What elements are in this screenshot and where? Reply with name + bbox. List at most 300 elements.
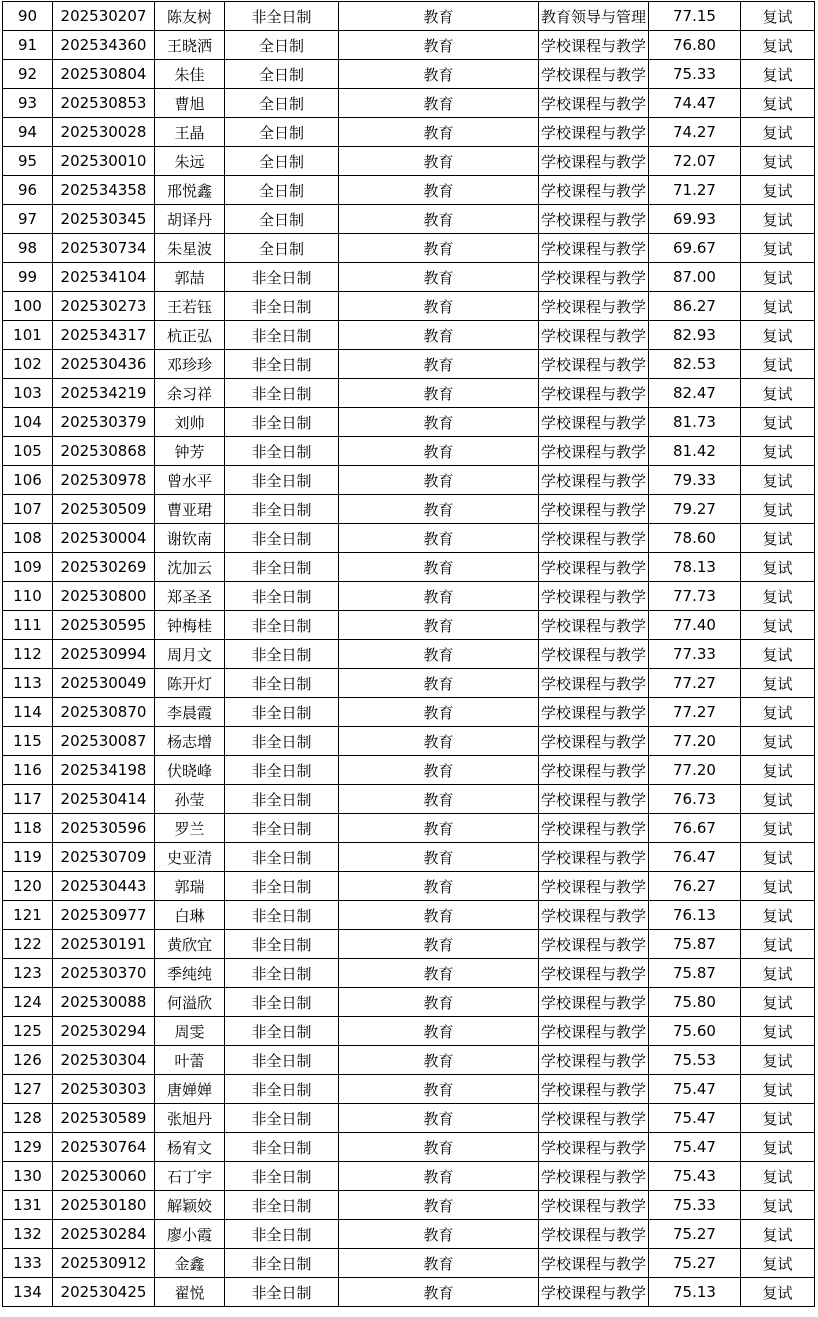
major-cell: 学校课程与教学 xyxy=(539,466,649,495)
table-row xyxy=(3,814,815,843)
major-cell: 学校课程与教学 xyxy=(539,988,649,1017)
status-cell: 复试 xyxy=(741,147,815,176)
name-cell: 王若钰 xyxy=(155,292,225,321)
name-cell: 郭瑞 xyxy=(155,872,225,901)
score-cell: 76.27 xyxy=(649,872,741,901)
score-cell: 82.93 xyxy=(649,321,741,350)
candidate-id-cell: 202530294 xyxy=(53,1017,155,1046)
row-index-cell: 111 xyxy=(3,611,53,640)
category-cell: 教育 xyxy=(339,814,539,843)
score-cell: 77.15 xyxy=(649,2,741,31)
candidate-id-cell: 202530049 xyxy=(53,669,155,698)
study-mode-cell: 非全日制 xyxy=(225,1220,339,1249)
status-cell: 复试 xyxy=(741,1278,815,1307)
score-cell: 75.60 xyxy=(649,1017,741,1046)
study-mode-cell: 全日制 xyxy=(225,118,339,147)
score-cell: 76.13 xyxy=(649,901,741,930)
name-cell: 余习祥 xyxy=(155,379,225,408)
status-cell: 复试 xyxy=(741,611,815,640)
major-cell: 学校课程与教学 xyxy=(539,872,649,901)
category-cell: 教育 xyxy=(339,263,539,292)
table-row xyxy=(3,1249,815,1278)
row-index-cell: 105 xyxy=(3,437,53,466)
status-cell: 复试 xyxy=(741,669,815,698)
major-cell: 学校课程与教学 xyxy=(539,524,649,553)
candidate-id-cell: 202530595 xyxy=(53,611,155,640)
score-cell: 82.53 xyxy=(649,350,741,379)
name-cell: 解颖姣 xyxy=(155,1191,225,1220)
score-cell: 78.60 xyxy=(649,524,741,553)
candidate-id-cell: 202530303 xyxy=(53,1075,155,1104)
category-cell: 教育 xyxy=(339,756,539,785)
name-cell: 陈友树 xyxy=(155,2,225,31)
candidate-id-cell: 202534360 xyxy=(53,31,155,60)
major-cell: 学校课程与教学 xyxy=(539,640,649,669)
score-cell: 81.42 xyxy=(649,437,741,466)
name-cell: 张旭丹 xyxy=(155,1104,225,1133)
study-mode-cell: 非全日制 xyxy=(225,698,339,727)
study-mode-cell: 非全日制 xyxy=(225,814,339,843)
name-cell: 杨宥文 xyxy=(155,1133,225,1162)
row-index-cell: 125 xyxy=(3,1017,53,1046)
score-cell: 75.27 xyxy=(649,1249,741,1278)
major-cell: 学校课程与教学 xyxy=(539,408,649,437)
table-row xyxy=(3,872,815,901)
table-row xyxy=(3,698,815,727)
score-cell: 76.80 xyxy=(649,31,741,60)
score-cell: 77.33 xyxy=(649,640,741,669)
major-cell: 学校课程与教学 xyxy=(539,234,649,263)
table-row xyxy=(3,959,815,988)
row-index-cell: 130 xyxy=(3,1162,53,1191)
table-row xyxy=(3,1162,815,1191)
score-cell: 75.47 xyxy=(649,1133,741,1162)
major-cell: 学校课程与教学 xyxy=(539,118,649,147)
table-row xyxy=(3,582,815,611)
category-cell: 教育 xyxy=(339,611,539,640)
name-cell: 胡译丹 xyxy=(155,205,225,234)
row-index-cell: 127 xyxy=(3,1075,53,1104)
category-cell: 教育 xyxy=(339,930,539,959)
name-cell: 唐婵婵 xyxy=(155,1075,225,1104)
candidate-id-cell: 202530028 xyxy=(53,118,155,147)
major-cell: 学校课程与教学 xyxy=(539,350,649,379)
major-cell: 学校课程与教学 xyxy=(539,959,649,988)
study-mode-cell: 非全日制 xyxy=(225,756,339,785)
name-cell: 杨志增 xyxy=(155,727,225,756)
row-index-cell: 133 xyxy=(3,1249,53,1278)
candidate-id-cell: 202530709 xyxy=(53,843,155,872)
status-cell: 复试 xyxy=(741,1220,815,1249)
study-mode-cell: 非全日制 xyxy=(225,2,339,31)
score-cell: 71.27 xyxy=(649,176,741,205)
major-cell: 学校课程与教学 xyxy=(539,495,649,524)
candidate-id-cell: 202530180 xyxy=(53,1191,155,1220)
row-index-cell: 98 xyxy=(3,234,53,263)
results-table-container xyxy=(2,1,815,1307)
table-row xyxy=(3,1191,815,1220)
status-cell: 复试 xyxy=(741,89,815,118)
study-mode-cell: 非全日制 xyxy=(225,495,339,524)
major-cell: 学校课程与教学 xyxy=(539,1191,649,1220)
category-cell: 教育 xyxy=(339,205,539,234)
candidate-id-cell: 202530436 xyxy=(53,350,155,379)
score-cell: 75.87 xyxy=(649,959,741,988)
study-mode-cell: 非全日制 xyxy=(225,872,339,901)
row-index-cell: 100 xyxy=(3,292,53,321)
category-cell: 教育 xyxy=(339,872,539,901)
study-mode-cell: 非全日制 xyxy=(225,1017,339,1046)
major-cell: 学校课程与教学 xyxy=(539,60,649,89)
category-cell: 教育 xyxy=(339,1017,539,1046)
study-mode-cell: 非全日制 xyxy=(225,582,339,611)
table-row xyxy=(3,640,815,669)
table-row xyxy=(3,901,815,930)
status-cell: 复试 xyxy=(741,321,815,350)
row-index-cell: 124 xyxy=(3,988,53,1017)
candidate-id-cell: 202534198 xyxy=(53,756,155,785)
status-cell: 复试 xyxy=(741,959,815,988)
candidate-id-cell: 202530087 xyxy=(53,727,155,756)
major-cell: 学校课程与教学 xyxy=(539,379,649,408)
status-cell: 复试 xyxy=(741,756,815,785)
row-index-cell: 104 xyxy=(3,408,53,437)
category-cell: 教育 xyxy=(339,321,539,350)
major-cell: 学校课程与教学 xyxy=(539,843,649,872)
name-cell: 李晨霞 xyxy=(155,698,225,727)
status-cell: 复试 xyxy=(741,205,815,234)
major-cell: 学校课程与教学 xyxy=(539,1162,649,1191)
table-row xyxy=(3,408,815,437)
table-row xyxy=(3,60,815,89)
study-mode-cell: 非全日制 xyxy=(225,1046,339,1075)
row-index-cell: 102 xyxy=(3,350,53,379)
table-row xyxy=(3,2,815,31)
candidate-id-cell: 202530425 xyxy=(53,1278,155,1307)
table-row xyxy=(3,785,815,814)
score-cell: 76.67 xyxy=(649,814,741,843)
score-cell: 77.20 xyxy=(649,756,741,785)
status-cell: 复试 xyxy=(741,379,815,408)
candidate-id-cell: 202534219 xyxy=(53,379,155,408)
major-cell: 学校课程与教学 xyxy=(539,176,649,205)
row-index-cell: 116 xyxy=(3,756,53,785)
table-row xyxy=(3,524,815,553)
score-cell: 69.67 xyxy=(649,234,741,263)
candidate-id-cell: 202530414 xyxy=(53,785,155,814)
candidate-id-cell: 202530853 xyxy=(53,89,155,118)
category-cell: 教育 xyxy=(339,553,539,582)
major-cell: 教育领导与管理 xyxy=(539,2,649,31)
category-cell: 教育 xyxy=(339,1220,539,1249)
table-row xyxy=(3,611,815,640)
score-cell: 86.27 xyxy=(649,292,741,321)
major-cell: 学校课程与教学 xyxy=(539,1046,649,1075)
name-cell: 邢悦鑫 xyxy=(155,176,225,205)
score-cell: 81.73 xyxy=(649,408,741,437)
name-cell: 沈加云 xyxy=(155,553,225,582)
name-cell: 石丁宇 xyxy=(155,1162,225,1191)
table-row xyxy=(3,669,815,698)
name-cell: 郑圣圣 xyxy=(155,582,225,611)
major-cell: 学校课程与教学 xyxy=(539,1017,649,1046)
table-row xyxy=(3,756,815,785)
name-cell: 谢钦南 xyxy=(155,524,225,553)
status-cell: 复试 xyxy=(741,176,815,205)
candidate-id-cell: 202530060 xyxy=(53,1162,155,1191)
name-cell: 孙莹 xyxy=(155,785,225,814)
score-cell: 75.53 xyxy=(649,1046,741,1075)
score-cell: 77.27 xyxy=(649,698,741,727)
name-cell: 王晓洒 xyxy=(155,31,225,60)
score-cell: 76.73 xyxy=(649,785,741,814)
score-cell: 77.20 xyxy=(649,727,741,756)
score-cell: 75.87 xyxy=(649,930,741,959)
status-cell: 复试 xyxy=(741,408,815,437)
table-row xyxy=(3,727,815,756)
category-cell: 教育 xyxy=(339,901,539,930)
major-cell: 学校课程与教学 xyxy=(539,698,649,727)
status-cell: 复试 xyxy=(741,843,815,872)
category-cell: 教育 xyxy=(339,1162,539,1191)
row-index-cell: 101 xyxy=(3,321,53,350)
score-cell: 77.27 xyxy=(649,669,741,698)
name-cell: 伏晓峰 xyxy=(155,756,225,785)
candidate-id-cell: 202530207 xyxy=(53,2,155,31)
status-cell: 复试 xyxy=(741,31,815,60)
major-cell: 学校课程与教学 xyxy=(539,147,649,176)
score-cell: 69.93 xyxy=(649,205,741,234)
score-cell: 79.27 xyxy=(649,495,741,524)
name-cell: 黄欣宜 xyxy=(155,930,225,959)
status-cell: 复试 xyxy=(741,1017,815,1046)
table-row xyxy=(3,89,815,118)
status-cell: 复试 xyxy=(741,872,815,901)
row-index-cell: 119 xyxy=(3,843,53,872)
study-mode-cell: 非全日制 xyxy=(225,379,339,408)
candidate-id-cell: 202530868 xyxy=(53,437,155,466)
category-cell: 教育 xyxy=(339,959,539,988)
name-cell: 钟梅桂 xyxy=(155,611,225,640)
row-index-cell: 97 xyxy=(3,205,53,234)
study-mode-cell: 非全日制 xyxy=(225,1133,339,1162)
table-row xyxy=(3,321,815,350)
score-cell: 74.47 xyxy=(649,89,741,118)
row-index-cell: 103 xyxy=(3,379,53,408)
name-cell: 周月文 xyxy=(155,640,225,669)
category-cell: 教育 xyxy=(339,988,539,1017)
score-cell: 75.47 xyxy=(649,1075,741,1104)
name-cell: 曹旭 xyxy=(155,89,225,118)
row-index-cell: 90 xyxy=(3,2,53,31)
status-cell: 复试 xyxy=(741,553,815,582)
score-cell: 75.47 xyxy=(649,1104,741,1133)
study-mode-cell: 非全日制 xyxy=(225,959,339,988)
row-index-cell: 114 xyxy=(3,698,53,727)
category-cell: 教育 xyxy=(339,785,539,814)
name-cell: 朱星波 xyxy=(155,234,225,263)
name-cell: 白琳 xyxy=(155,901,225,930)
row-index-cell: 131 xyxy=(3,1191,53,1220)
study-mode-cell: 非全日制 xyxy=(225,437,339,466)
status-cell: 复试 xyxy=(741,1075,815,1104)
name-cell: 廖小霞 xyxy=(155,1220,225,1249)
row-index-cell: 106 xyxy=(3,466,53,495)
row-index-cell: 99 xyxy=(3,263,53,292)
score-cell: 82.47 xyxy=(649,379,741,408)
candidate-id-cell: 202530870 xyxy=(53,698,155,727)
status-cell: 复试 xyxy=(741,901,815,930)
category-cell: 教育 xyxy=(339,1104,539,1133)
name-cell: 曹亚珺 xyxy=(155,495,225,524)
category-cell: 教育 xyxy=(339,292,539,321)
name-cell: 陈开灯 xyxy=(155,669,225,698)
study-mode-cell: 全日制 xyxy=(225,234,339,263)
candidate-id-cell: 202530800 xyxy=(53,582,155,611)
row-index-cell: 113 xyxy=(3,669,53,698)
row-index-cell: 117 xyxy=(3,785,53,814)
row-index-cell: 115 xyxy=(3,727,53,756)
status-cell: 复试 xyxy=(741,1104,815,1133)
row-index-cell: 120 xyxy=(3,872,53,901)
row-index-cell: 92 xyxy=(3,60,53,89)
row-index-cell: 91 xyxy=(3,31,53,60)
major-cell: 学校课程与教学 xyxy=(539,1249,649,1278)
category-cell: 教育 xyxy=(339,582,539,611)
candidate-id-cell: 202530010 xyxy=(53,147,155,176)
major-cell: 学校课程与教学 xyxy=(539,1075,649,1104)
candidate-id-cell: 202530589 xyxy=(53,1104,155,1133)
category-cell: 教育 xyxy=(339,1046,539,1075)
study-mode-cell: 全日制 xyxy=(225,176,339,205)
category-cell: 教育 xyxy=(339,89,539,118)
row-index-cell: 128 xyxy=(3,1104,53,1133)
major-cell: 学校课程与教学 xyxy=(539,89,649,118)
category-cell: 教育 xyxy=(339,176,539,205)
table-row xyxy=(3,118,815,147)
major-cell: 学校课程与教学 xyxy=(539,669,649,698)
name-cell: 周雯 xyxy=(155,1017,225,1046)
study-mode-cell: 全日制 xyxy=(225,205,339,234)
major-cell: 学校课程与教学 xyxy=(539,1104,649,1133)
category-cell: 教育 xyxy=(339,669,539,698)
row-index-cell: 110 xyxy=(3,582,53,611)
name-cell: 钟芳 xyxy=(155,437,225,466)
candidate-id-cell: 202530804 xyxy=(53,60,155,89)
score-cell: 75.33 xyxy=(649,60,741,89)
status-cell: 复试 xyxy=(741,727,815,756)
category-cell: 教育 xyxy=(339,1133,539,1162)
study-mode-cell: 非全日制 xyxy=(225,1278,339,1307)
candidate-id-cell: 202530379 xyxy=(53,408,155,437)
candidate-id-cell: 202530345 xyxy=(53,205,155,234)
status-cell: 复试 xyxy=(741,785,815,814)
status-cell: 复试 xyxy=(741,1046,815,1075)
status-cell: 复试 xyxy=(741,640,815,669)
category-cell: 教育 xyxy=(339,843,539,872)
row-index-cell: 112 xyxy=(3,640,53,669)
table-row xyxy=(3,466,815,495)
candidate-id-cell: 202530977 xyxy=(53,901,155,930)
status-cell: 复试 xyxy=(741,930,815,959)
table-row xyxy=(3,1133,815,1162)
study-mode-cell: 非全日制 xyxy=(225,1075,339,1104)
status-cell: 复试 xyxy=(741,814,815,843)
status-cell: 复试 xyxy=(741,1249,815,1278)
study-mode-cell: 非全日制 xyxy=(225,553,339,582)
status-cell: 复试 xyxy=(741,1191,815,1220)
candidate-id-cell: 202530443 xyxy=(53,872,155,901)
name-cell: 朱佳 xyxy=(155,60,225,89)
study-mode-cell: 非全日制 xyxy=(225,466,339,495)
category-cell: 教育 xyxy=(339,727,539,756)
study-mode-cell: 全日制 xyxy=(225,147,339,176)
row-index-cell: 129 xyxy=(3,1133,53,1162)
score-cell: 75.13 xyxy=(649,1278,741,1307)
candidate-id-cell: 202530273 xyxy=(53,292,155,321)
study-mode-cell: 非全日制 xyxy=(225,988,339,1017)
score-cell: 77.40 xyxy=(649,611,741,640)
name-cell: 邓珍珍 xyxy=(155,350,225,379)
study-mode-cell: 非全日制 xyxy=(225,263,339,292)
row-index-cell: 118 xyxy=(3,814,53,843)
table-row xyxy=(3,350,815,379)
category-cell: 教育 xyxy=(339,118,539,147)
name-cell: 罗兰 xyxy=(155,814,225,843)
name-cell: 季纯纯 xyxy=(155,959,225,988)
major-cell: 学校课程与教学 xyxy=(539,727,649,756)
status-cell: 复试 xyxy=(741,2,815,31)
name-cell: 郭喆 xyxy=(155,263,225,292)
status-cell: 复试 xyxy=(741,582,815,611)
study-mode-cell: 非全日制 xyxy=(225,901,339,930)
status-cell: 复试 xyxy=(741,524,815,553)
row-index-cell: 108 xyxy=(3,524,53,553)
name-cell: 何溢欣 xyxy=(155,988,225,1017)
candidate-id-cell: 202530978 xyxy=(53,466,155,495)
table-row xyxy=(3,31,815,60)
table-row xyxy=(3,147,815,176)
study-mode-cell: 非全日制 xyxy=(225,1249,339,1278)
status-cell: 复试 xyxy=(741,350,815,379)
score-cell: 75.33 xyxy=(649,1191,741,1220)
status-cell: 复试 xyxy=(741,495,815,524)
candidate-id-cell: 202530191 xyxy=(53,930,155,959)
results-table-body xyxy=(3,2,815,1307)
table-row xyxy=(3,843,815,872)
table-row xyxy=(3,1278,815,1307)
row-index-cell: 122 xyxy=(3,930,53,959)
major-cell: 学校课程与教学 xyxy=(539,263,649,292)
candidate-id-cell: 202534104 xyxy=(53,263,155,292)
score-cell: 74.27 xyxy=(649,118,741,147)
major-cell: 学校课程与教学 xyxy=(539,1220,649,1249)
status-cell: 复试 xyxy=(741,698,815,727)
study-mode-cell: 非全日制 xyxy=(225,1191,339,1220)
study-mode-cell: 非全日制 xyxy=(225,350,339,379)
candidate-id-cell: 202534358 xyxy=(53,176,155,205)
row-index-cell: 134 xyxy=(3,1278,53,1307)
name-cell: 翟悦 xyxy=(155,1278,225,1307)
category-cell: 教育 xyxy=(339,31,539,60)
table-row xyxy=(3,1075,815,1104)
category-cell: 教育 xyxy=(339,60,539,89)
candidate-id-cell: 202530596 xyxy=(53,814,155,843)
row-index-cell: 93 xyxy=(3,89,53,118)
row-index-cell: 121 xyxy=(3,901,53,930)
name-cell: 史亚清 xyxy=(155,843,225,872)
table-row xyxy=(3,495,815,524)
